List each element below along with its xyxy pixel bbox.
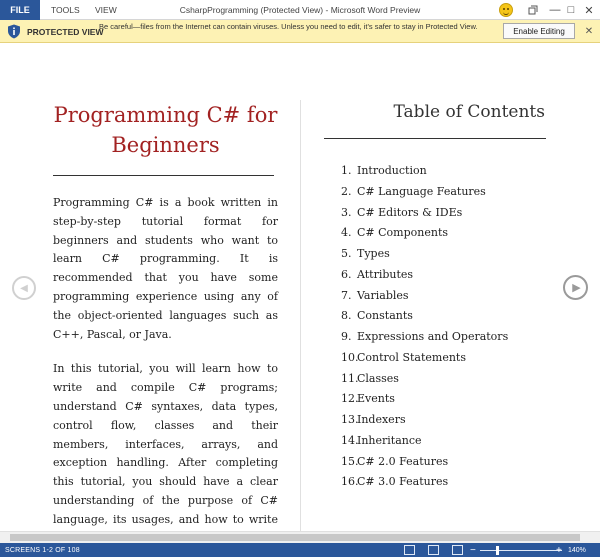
toc-item-label: Expressions and Operators	[357, 330, 509, 343]
toc-item-label: Attributes	[357, 267, 414, 281]
book-title-line-2: Beginners	[111, 133, 220, 157]
tab-tools[interactable]: TOOLS	[51, 5, 80, 15]
toc-item-number: 5.	[341, 247, 352, 260]
toc-item-label: C# 2.0 Features	[357, 454, 449, 468]
prev-glyph: ◀	[20, 282, 28, 294]
toc-item[interactable]	[324, 265, 546, 286]
zoom-slider-thumb[interactable]	[496, 546, 499, 555]
zoom-level[interactable]: 140%	[568, 546, 586, 554]
zoom-in-button[interactable]: +	[556, 544, 562, 556]
toc-item[interactable]	[324, 410, 546, 431]
toc-item-label: Classes	[357, 371, 399, 385]
close-button[interactable]: ✕	[584, 4, 594, 17]
toc-item-number: 7.	[341, 288, 352, 302]
toc-item-number: 14.	[341, 433, 359, 447]
toc-item-number: 8.	[341, 309, 352, 323]
toc-item-label: C# Components	[357, 226, 449, 240]
toc-item-label: Types	[357, 247, 390, 260]
toc-item[interactable]	[324, 348, 546, 369]
zoom-slider[interactable]	[480, 550, 562, 551]
toc-list	[324, 161, 546, 493]
toc-item-label: Variables	[357, 288, 409, 302]
toc-item-label: Introduction	[357, 164, 427, 177]
smiley-icon[interactable]	[499, 3, 513, 17]
toc-item-label: C# Editors & IDEs	[357, 205, 463, 219]
chevron-right-circle-icon[interactable]	[563, 275, 588, 300]
file-tab[interactable]: FILE	[0, 0, 40, 20]
right-page	[324, 100, 546, 493]
scrollbar-thumb[interactable]	[10, 534, 580, 541]
toc-title: Table of Contents	[393, 102, 545, 122]
next-glyph: ▶	[572, 282, 581, 294]
toc-item-label: Constants	[357, 309, 413, 323]
document-area[interactable]	[0, 43, 600, 543]
window-title: CsharpProgramming (Protected View) - Microsoft Word Preview	[179, 5, 421, 15]
toc-item[interactable]	[324, 223, 546, 244]
horizontal-scrollbar[interactable]	[0, 531, 600, 543]
toc-item[interactable]	[324, 203, 546, 224]
book-title	[53, 100, 278, 160]
toc-item-number: 10.	[341, 350, 359, 364]
close-bar-button[interactable]: ✕	[584, 25, 594, 37]
restore-icon[interactable]	[522, 0, 544, 20]
toc-item[interactable]	[324, 431, 546, 452]
toc-item[interactable]	[324, 452, 546, 473]
read-mode-icon[interactable]	[404, 545, 415, 555]
page-divider	[300, 100, 301, 545]
toc-item-number: 3.	[341, 205, 352, 219]
intro-paragraph: Programming C# is a book written in step-by-step tutorial format for beginners and students who want to learn C# programming. It is recommended that you have some programming experience using any of the object-oriented languages such as C++, Pascal, or Java.	[53, 196, 278, 341]
protected-view-label: PROTECTED VIEW	[27, 26, 104, 37]
title-bar	[0, 0, 600, 20]
toc-item[interactable]	[324, 161, 546, 182]
shield-info-icon	[7, 24, 21, 39]
toc-item[interactable]	[324, 306, 546, 327]
toc-item[interactable]	[324, 327, 546, 348]
protected-view-message: Be careful—files from the Internet can contain viruses. Unless you need to edit, it's safer to stay in Protected View.	[99, 22, 478, 31]
toc-item-number: 16.	[341, 475, 359, 489]
toc-item-number: 11.	[341, 371, 359, 385]
toc-item-number: 6.	[341, 267, 352, 281]
toc-item-number: 9.	[341, 330, 352, 343]
maximize-button[interactable]: □	[567, 4, 575, 16]
toc-item[interactable]	[324, 286, 546, 307]
toc-item-label: Events	[357, 392, 395, 406]
tab-view[interactable]: VIEW	[95, 5, 117, 15]
toc-rule	[324, 138, 546, 139]
print-layout-icon[interactable]	[428, 545, 439, 555]
toc-item-number: 4.	[341, 226, 352, 240]
left-page	[53, 100, 278, 548]
minimize-button[interactable]: —	[549, 4, 561, 16]
toc-item-label: Control Statements	[357, 350, 466, 364]
toc-item[interactable]	[324, 472, 546, 493]
screen-count: SCREENS 1-2 OF 108	[5, 546, 80, 554]
toc-item-label: Indexers	[357, 413, 406, 426]
toc-item-number: 12.	[341, 392, 359, 406]
toc-item-number: 15.	[341, 454, 359, 468]
web-layout-icon[interactable]	[452, 545, 463, 555]
protected-view-bar	[0, 20, 600, 43]
toc-item-label: C# 3.0 Features	[357, 475, 449, 489]
title-rule	[53, 175, 274, 176]
toc-item[interactable]	[324, 389, 546, 410]
toc-item-label: C# Language Features	[357, 184, 486, 198]
status-bar	[0, 543, 600, 557]
toc-item-number: 1.	[341, 164, 352, 177]
toc-item-number: 2.	[341, 184, 352, 198]
tutorial-paragraph: In this tutorial, you will learn how to write and compile C# programs; understand C# syntaxes, data types, control flow, classes and their members, interfaces, arrays, and exception handling. After completing this tutorial, you should have a clear understanding of the purpose of C# language, its usages, and how to write	[53, 362, 278, 526]
zoom-out-button[interactable]: −	[470, 544, 476, 556]
toc-item[interactable]	[324, 244, 546, 265]
toc-item[interactable]	[324, 369, 546, 390]
enable-editing-button[interactable]: Enable Editing	[503, 23, 575, 39]
toc-item-number: 13.	[341, 413, 359, 426]
book-title-line-1: Programming C# for	[53, 103, 278, 127]
chevron-left-circle-icon[interactable]	[12, 276, 36, 300]
toc-item-label: Inheritance	[357, 433, 422, 447]
toc-item[interactable]	[324, 182, 546, 203]
